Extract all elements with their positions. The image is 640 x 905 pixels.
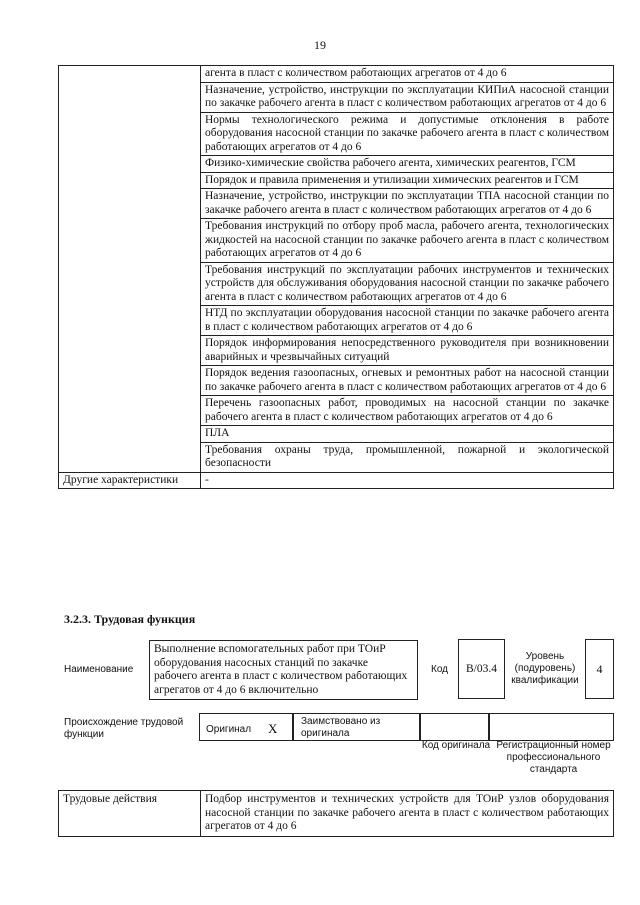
skill-item: Порядок информирования непосредственного руководителя при возникновении аварийных и чрезвычайных ситуаций <box>201 336 614 366</box>
other-characteristics-label: Другие характеристики <box>59 472 201 489</box>
name-label: Наименование <box>64 664 134 675</box>
labor-actions-table <box>58 790 614 837</box>
page-number: 19 <box>314 38 326 52</box>
skill-item: Назначение, устройство, инструкции по эксплуатации КИПиА насосной станции по закачке рабочего агента в пласт с количеством работающих агрегатов от 4 до 6 <box>201 82 614 112</box>
registration-number-caption: Регистрационный номер профессионального стандарта <box>496 740 611 775</box>
skill-item: агента в пласт с количеством работающих агрегатов от 4 до 6 <box>201 66 614 83</box>
borrowed-label: Заимствовано из оригинала <box>293 713 420 741</box>
skills-table-body <box>59 66 614 489</box>
skill-item: Порядок и правила применения и утилизации химических реагентов и ГСМ <box>201 172 614 189</box>
skill-item: Требования инструкций по эксплуатации рабочих инструментов и технических устройств для обслуживания оборудования насосной станции по закачке рабочего агента в пласт с количеством работающих агрегатов от 4 до 6 <box>201 262 614 306</box>
skill-item: Назначение, устройство, инструкции по эксплуатации ТПА насосной станции по закачке рабочего агента в пласт с количеством работающих агрегатов от 4 до 6 <box>201 189 614 219</box>
registration-number-cell <box>489 713 614 741</box>
skills-left-cell <box>59 66 201 473</box>
skill-item: Физико-химические свойства рабочего агента, химических реагентов, ГСМ <box>201 156 614 173</box>
skill-item: Требования охраны труда, промышленной, пожарной и экологической безопасности <box>201 442 614 472</box>
qualification-level-label: Уровень (подуровень) квалификации <box>511 651 579 686</box>
origin-label: Происхождение трудовой функции <box>64 717 184 740</box>
skill-item: НТД по эксплуатации оборудования насосной станции по закачке рабочего агента в пласт с количеством работающих агрегатов от 4 до 6 <box>201 306 614 336</box>
original-code-caption: Код оригинала <box>421 740 491 751</box>
skill-item: Нормы технологического режима и допустимые отклонения в работе оборудования насосной станции по закачке рабочего агента в пласт с количеством работающих агрегатов от 4 до 6 <box>201 112 614 156</box>
original-mark: X <box>268 721 278 736</box>
original-code-cell <box>420 713 489 741</box>
skill-item: Перечень газоопасных работ, проводимых на насосной станции по закачке рабочего агента в пласт с количеством работающих агрегатов от 4 до 6 <box>201 396 614 426</box>
labor-actions-text: Подбор инструментов и технических устройств для ТОиР узлов оборудования насосной станции по закачке рабочего агента в пласт с количеством работающих агрегатов от 4 до 6 <box>201 791 614 837</box>
skill-item: Порядок ведения газоопасных, огневых и ремонтных работ на насосной станции по закачке рабочего агента в пласт с количеством работающих агрегатов от 4 до 6 <box>201 366 614 396</box>
skills-table <box>58 65 614 489</box>
labor-actions-label: Трудовые действия <box>59 791 201 837</box>
code-label: Код <box>431 664 449 675</box>
section-title: 3.2.3. Трудовая функция <box>64 612 196 626</box>
qualification-level-box: 4 <box>585 639 614 699</box>
table-row <box>59 791 614 837</box>
original-label: Оригинал <box>206 724 252 735</box>
table-row <box>59 66 614 83</box>
skill-item: ПЛА <box>201 426 614 443</box>
other-characteristics-value: - <box>201 472 614 489</box>
code-value-box: B/03.4 <box>458 639 505 699</box>
function-name-box: Выполнение вспомогательных работ при ТОиР оборудования насосных станций по закачке рабочего агента в пласт с количеством работающих агрегатов от 4 до 6 включительно <box>149 640 418 700</box>
table-row <box>59 472 614 489</box>
skill-item: Требования инструкций по отбору проб масла, рабочего агента, технологических жидкостей на насосной станции по закачке рабочего агента в пласт с количеством работающих агрегатов от 4 до 6 <box>201 219 614 263</box>
